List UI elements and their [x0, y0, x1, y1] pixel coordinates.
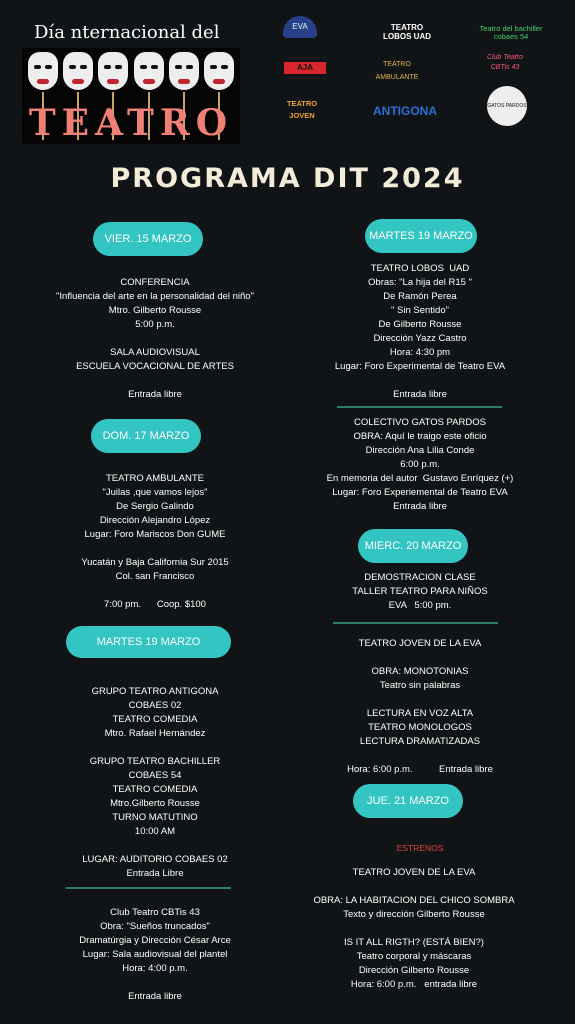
teatro-ambulante-logo: TEATRO AMBULANTE [375, 61, 419, 81]
teatro-banner [22, 48, 240, 144]
date-pill-vier-15: VIER. 15 MARZO [93, 222, 203, 256]
masks-illustration [28, 52, 234, 102]
date-pill-dom-17: DOM. 17 MARZO [91, 419, 201, 453]
teatro-bachiller-logo: Teatro del bachiller cobaes 54 [479, 24, 543, 41]
banner-word: TEATRO [28, 102, 234, 144]
aja-logo: AJA [284, 62, 326, 74]
event-conferencia: CONFERENCIA "Influencia del arte en la personalidad del niño" Mtro. Gilberto Rousse 5:00 p.m. SALA AUDIOVISUAL ESCUELA VOCACIONAL DE ARTES Entrada libre [56, 277, 254, 400]
divider-right-1 [337, 406, 502, 408]
header-title: Día nternacional del [34, 22, 220, 43]
event-teatro-ambulante: TEATRO AMBULANTE "Juilas ,que vamos lejos" De Sergio Galindo Dirección Alejandro López Lugar: Foro Mariscos Don GUME Yucatán y Baja California Sur 2015 Col. san Francisco 7:00 pm. Coop. $100 [81, 473, 229, 610]
divider-right-2 [333, 622, 498, 624]
date-pill-martes-19-left: MARTES 19 MARZO [66, 626, 231, 658]
event-club-teatro-cbtis: Club Teatro CBTis 43 Obra: "Sueños truncados" Dramatúrgia y Dirección César Arce Lugar: Sala audiovisual del plantel Hora: 4:00 p.m. Entrada libre [79, 907, 231, 1002]
event-gatos-pardos: COLECTIVO GATOS PARDOS OBRA: Aquí le traigo este oficio Dirección Ana Lilia Conde 6:00 p.m. En memoria del autor Gustavo Enríquez (+) Lugar: Foro Experiemental de Teatro EVA Entrada libre [326, 417, 514, 512]
date-pill-martes-19-right: MARTES 19 MARZO [365, 219, 477, 253]
main-title: PROGRAMA DIT 2024 [110, 163, 465, 194]
gatos-pardos-label: GATOS PARDOS [487, 103, 527, 109]
date-pill-jue-21: JUE. 21 MARZO [353, 784, 463, 818]
antigona-logo: ANTIGONA [373, 104, 437, 118]
divider-left [66, 887, 231, 889]
event-chico-sombra: TEATRO JOVEN DE LA EVA OBRA: LA HABITACION DEL CHICO SOMBRA Texto y dirección Gilberto Rousse IS IT ALL RIGTH? (ESTÁ BIEN?) Teatro corporal y máscaras Dirección Gilberto Rousse Hora: 6:00 p.m. entrada libre [313, 867, 515, 990]
event-teatro-joven-monotonias: TEATRO JOVEN DE LA EVA OBRA: MONOTONIAS Teatro sin palabras LECTURA EN VOZ ALTA TEATRO MONOLOGOS LECTURA DRAMATIZADAS Hora: 6:00 p.m. Entrada libre [347, 638, 493, 775]
gatos-pardos-logo [487, 86, 527, 126]
teatro-joven-logo: TEATRO JOVEN [286, 99, 318, 120]
event-lobos-uad: TEATRO LOBOS UAD Obras: "La hija del R15 " De Ramón Perea " Sin Sentido" De Gilberto Rousse Dirección Yazz Castro Hora: 4:30 pm Lugar: Foro Experimental de Teatro EVA Entrada libre [334, 263, 506, 400]
estrenos-label: ESTRENOS [396, 843, 444, 853]
event-antigona-bachiller: GRUPO TEATRO ANTIGONA COBAES 02 TEATRO COMEDIA Mtro. Rafael Hernández GRUPO TEATRO BACHILLER COBAES 54 TEATRO COMEDIA Mtro.Gilberto Rousse TURNO MATUTINO 10:00 AM LUGAR: AUDITORIO COBAES 02 Entrada Libre [82, 686, 228, 879]
event-demostracion-clase: DEMOSTRACION CLASE TALLER TEATRO PARA NIÑOS EVA 5:00 pm. [352, 572, 488, 611]
lobos-uad-logo: TEATRO LOBOS UAD [383, 23, 431, 41]
club-teatro-cbtis-logo: Club Teatro CBTis 43 [487, 54, 523, 71]
eva-logo: EVA [283, 16, 317, 38]
date-pill-mierc-20: MIERC. 20 MARZO [358, 529, 468, 563]
